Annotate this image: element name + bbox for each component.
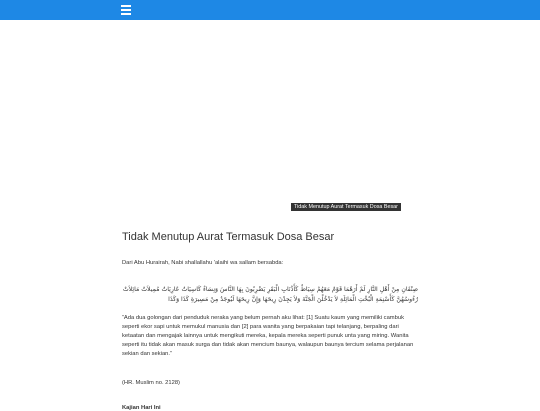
article-body: [122, 230, 418, 411]
hadith-arabic-text: صِنْفَانِ مِنْ أَهْلِ النَّارِ لَمْ أَرَهُمَا قَوْمٌ مَعَهُمْ سِيَاطٌ كَأَذْنَابِ الْبَقَرِ يَضْرِبُونَ بِهَا النَّاسَ وَنِسَاءٌ كَاسِيَاتٌ عَارِيَاتٌ مُمِيلاَتٌ مَائِلاَتٌ رُءُوسُهُنَّ كَأَسْنِمَةِ الْبُخْتِ الْمَائِلَةِ لاَ يَدْخُلْنَ الْجَنَّةَ وَلاَ يَجِدْنَ رِيحَهَا وَإِنَّ رِيحَهَا لَيُوجَدُ مِنْ مَسِيرَةِ كَذَا وَكَذَا: [122, 286, 418, 304]
hero-image-area: [0, 20, 540, 215]
hamburger-menu-icon[interactable]: [121, 5, 131, 15]
hadith-translation: “Ada dua golongan dari penduduk neraka yang belum pernah aku lihat: [1] Suatu kaum yang memiliki cambuk seperti ekor sapi untuk memukul manusia dan [2] para wanita yang berpakaian tapi telanjang, berpaling dari ketaatan dan mengajak lainnya untuk mengikuti mereka, kepala mereka seperti punuk unta yang miring. Wanita seperti itu tidak akan masuk surga dan tidak akan mencium baunya, walaupun baunya tercium selama perjalanan sekian dan sekian.”: [122, 315, 414, 357]
section-subheading: Kajian Hari Ini: [122, 404, 161, 411]
article-title: Tidak Menutup Aurat Termasuk Dosa Besar: [122, 231, 335, 243]
hadith-source: (HR. Muslim no. 2128): [122, 380, 180, 386]
image-caption: Tidak Menutup Aurat Termasuk Dosa Besar: [291, 203, 401, 211]
article-intro: Dari Abu Hurairah, Nabi shallallahu 'alaihi wa sallam bersabda:: [122, 260, 284, 266]
top-app-bar: [0, 0, 540, 20]
